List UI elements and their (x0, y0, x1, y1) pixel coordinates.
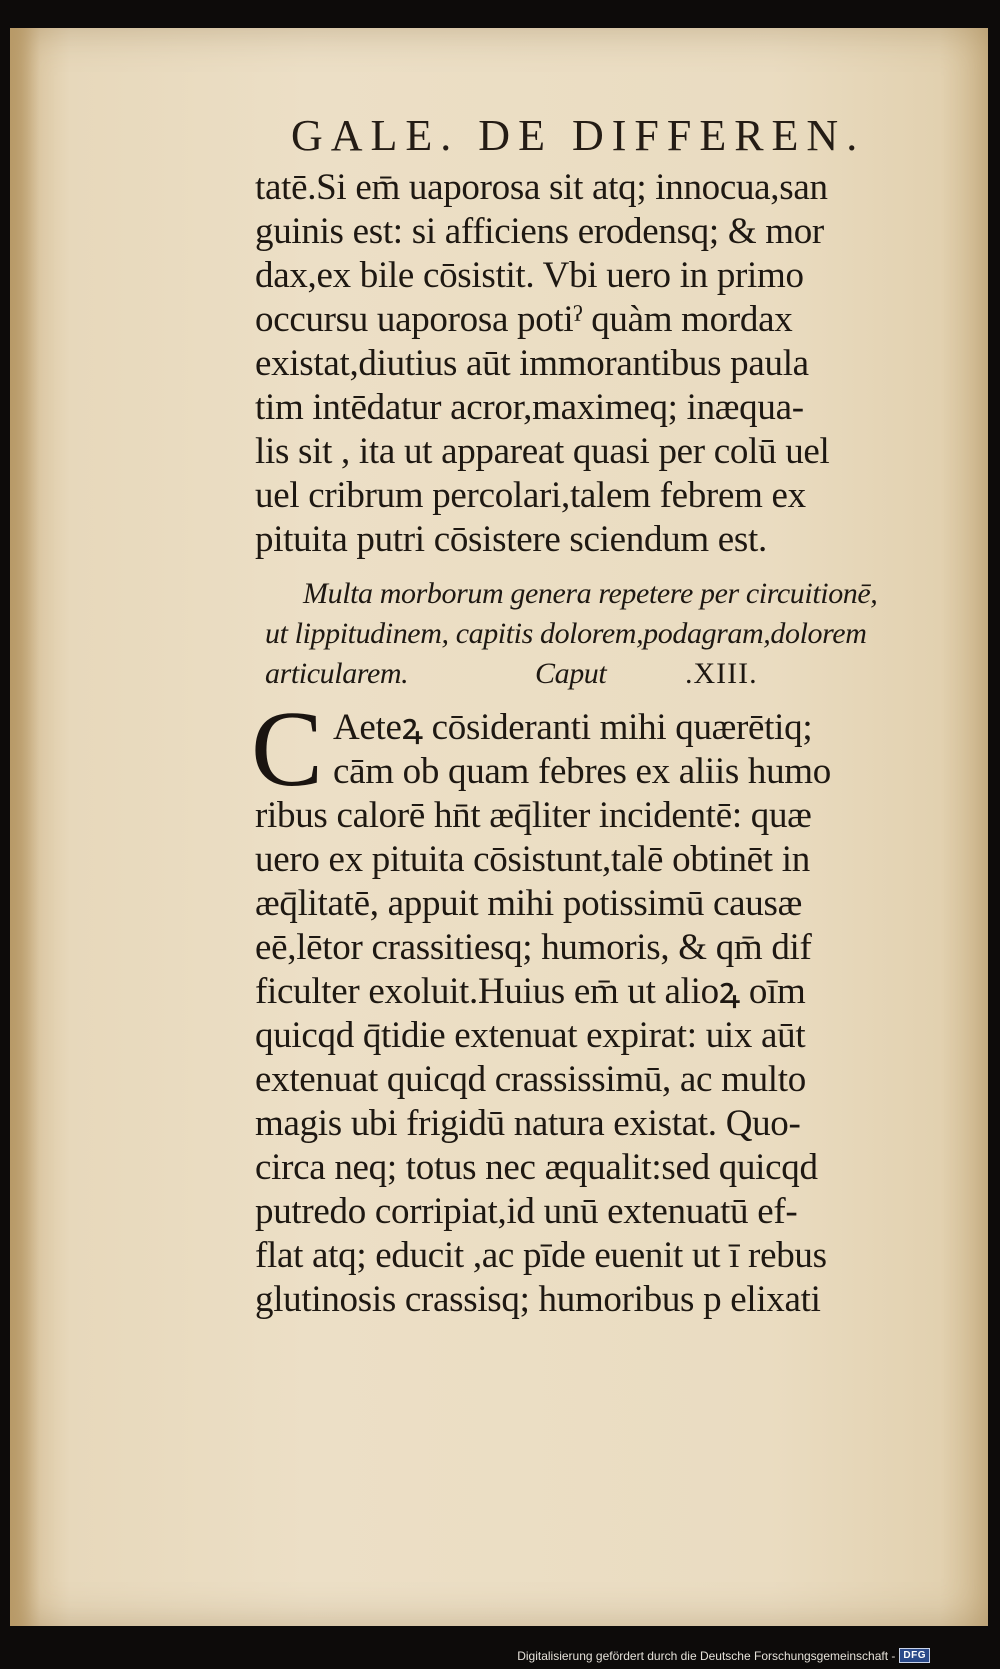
dfg-logo-icon: DFG (899, 1648, 930, 1663)
text-line: tim intēdatur acror,maximeq; inæqua- (255, 387, 804, 428)
text-line: æq̄litatē, appuit mihi potissimū causæ (255, 883, 802, 924)
chapter-heading-last-line (265, 654, 915, 694)
running-head: GALE. DE DIFFEREN. (291, 111, 866, 160)
text-line: uero ex pituita cōsistunt,talē obtinēt in (255, 839, 810, 880)
text-line: pituita putri cōsistere sciendum est. (255, 519, 767, 560)
text-line: cām ob quam febres ex aliis humo (333, 751, 831, 792)
caput-label: Caput (535, 657, 607, 690)
text-line: magis ubi frigidū natura existat. Quo- (255, 1103, 801, 1144)
text-line: tatē.Si em̄ uaporosa sit atq; innocua,san (255, 167, 828, 208)
text-line: ficulter exoluit.Huius em̄ ut alioꝝ oīm (255, 971, 806, 1012)
paragraph-continuation (255, 166, 915, 562)
text-line: lis sit , ita ut appareat quasi per colū uel (255, 431, 830, 472)
text-line: quicqd q̄tidie extenuat expirat: uix aūt (255, 1015, 806, 1056)
chapter-heading-line: articularem. (265, 657, 409, 690)
chapter-body (251, 690, 915, 1322)
text-line: glutinosis crassisq; humoribus p elixati (255, 1279, 821, 1320)
text-line: extenuat quicqd crassissimū, ac multo (255, 1059, 806, 1100)
text-line: flat atq; educit ,ac pīde euenit ut ī rebus (255, 1235, 827, 1276)
text-line: eē,lētor crassitiesq; humoris, & qm̄ dif (255, 927, 812, 968)
text-line: occursu uaporosa potiˀ quàm mordax (255, 299, 793, 340)
text-line: circa neq; totus nec æqualit:sed quicqd (255, 1147, 818, 1188)
text-line: putredo corripiat,id unū extenuatū ef- (255, 1191, 798, 1232)
chapter-heading-line: ut lippitudinem, capitis dolorem,podagram,dolorem (265, 617, 867, 650)
digitization-credit-text: Digitalisierung gefördert durch die Deutsche Forschungsgemeinschaft - (517, 1648, 896, 1663)
text-line: Aeteꝝ cōsideranti mihi quærētiq; (333, 707, 813, 748)
chapter-heading (265, 574, 915, 694)
chapter-heading-line: Multa morborum genera repetere per circuitionē, (303, 577, 878, 610)
chapter-number: .XIII. (685, 657, 758, 690)
page-text-block (251, 108, 915, 1322)
dropcap-initial: C (251, 690, 324, 809)
text-line: uel cribrum percolari,talem febrem ex (255, 475, 806, 516)
digitization-credit (517, 1648, 930, 1663)
text-line: existat,diutius aūt immorantibus paula (255, 343, 809, 384)
text-line: guinis est: si afficiens erodensq; & mor (255, 211, 824, 252)
text-line: dax,ex bile cōsistit. Vbi uero in primo (255, 255, 804, 296)
text-line: ribus calorē hn̄t æq̄liter incidentē: quæ (255, 795, 812, 836)
